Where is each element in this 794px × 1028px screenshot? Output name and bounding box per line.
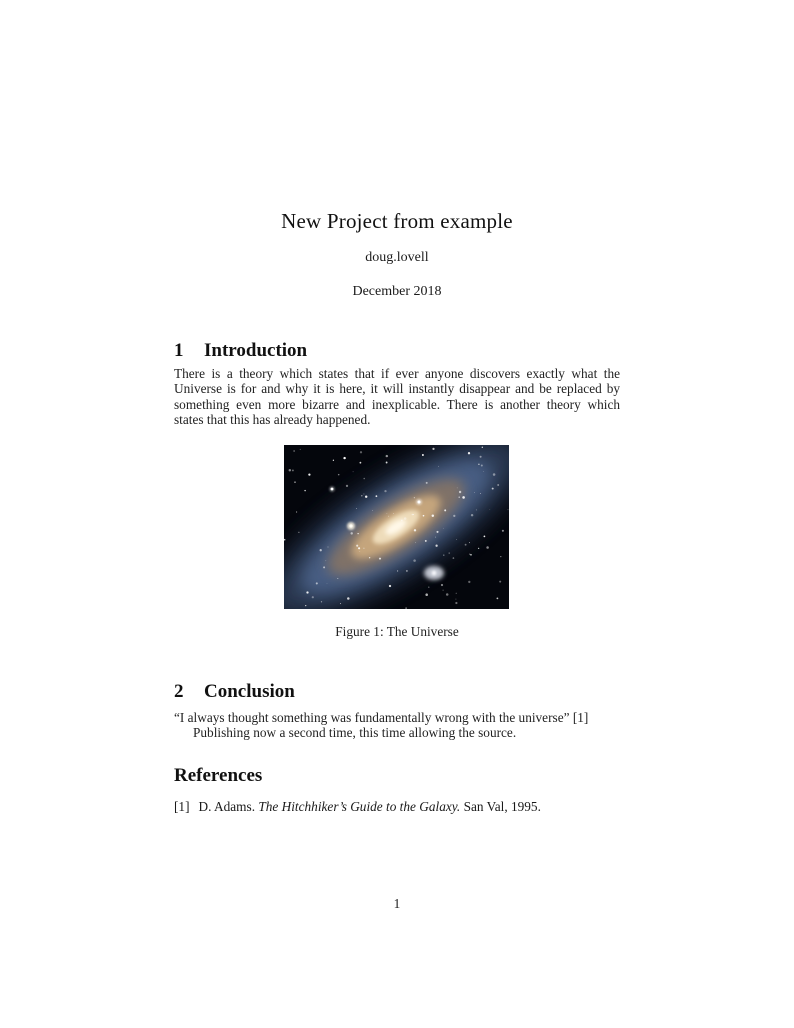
document-date: December 2018 xyxy=(352,284,442,299)
paragraph-line: There is a theory which states that if ever anyone discovers exactly what the xyxy=(174,366,620,381)
figure-image-andromeda-galaxy xyxy=(284,445,509,609)
paragraph-line: something even more bizarre and inexplicable. There is another theory which xyxy=(174,396,620,412)
reference-title: The Hitchhiker’s Guide to the Galaxy. xyxy=(258,799,461,814)
section-heading-introduction xyxy=(174,340,620,362)
document-title: New Project from example xyxy=(281,209,513,233)
section-heading-conclusion xyxy=(174,681,620,703)
paragraph-line: states that this has already happened. xyxy=(174,411,371,427)
section-number: 1 xyxy=(174,340,184,361)
paragraph-line: Publishing now a second time, this time allowing the source. xyxy=(193,725,517,741)
document-author: doug.lovell xyxy=(365,250,429,265)
reference-entry xyxy=(174,799,620,815)
reference-label: [1] xyxy=(174,799,190,814)
figure-caption: Figure 1: The Universe xyxy=(335,624,459,639)
reference-authors: D. Adams. xyxy=(198,799,256,814)
section-title: Conclusion xyxy=(204,681,295,702)
conclusion-paragraph xyxy=(174,710,620,741)
reference-publisher: San Val, 1995. xyxy=(463,799,541,814)
introduction-paragraph xyxy=(174,366,620,427)
references-heading: References xyxy=(174,765,263,786)
galaxy-illustration xyxy=(284,445,509,609)
paragraph-line: Universe is for and why it is here, it will instantly disappear and be replaced by xyxy=(174,381,620,397)
section-number: 2 xyxy=(174,681,184,702)
paragraph-line: “I always thought something was fundamentally wrong with the universe” [1] xyxy=(174,710,589,725)
reference-text xyxy=(199,799,620,815)
page-number: 1 xyxy=(393,896,401,911)
section-title: Introduction xyxy=(204,340,308,361)
